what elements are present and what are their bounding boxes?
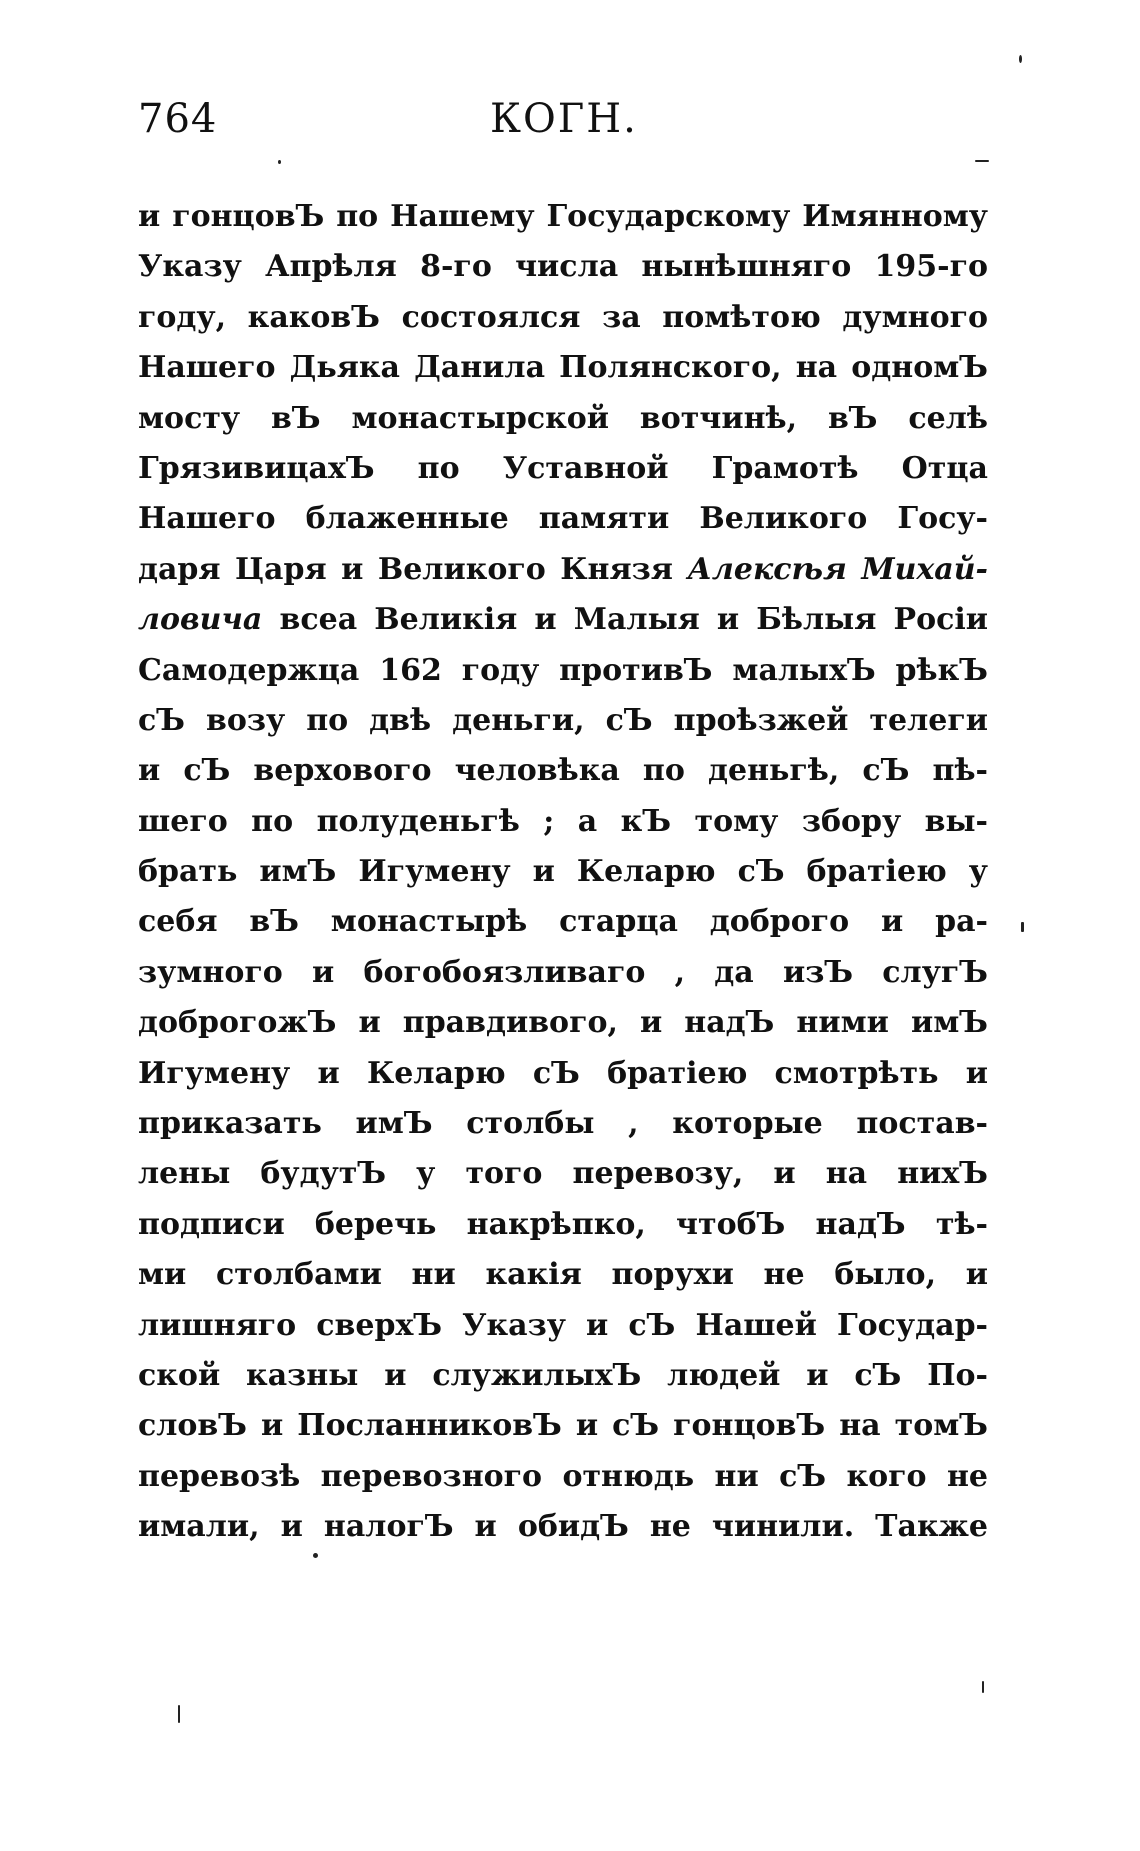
text-line: подписи беречь накрѣпко, чтобЪ надЪ тѣ- (138, 1206, 988, 1242)
text-line: Нашего Дьяка Данила Полянского, на одномЪ (138, 350, 988, 386)
text-line: перевозѣ перевозного отнюдь ни сЪ кого не (138, 1458, 988, 1494)
text-line: шего по полуденьгѣ ; а кЪ тому збору вы- (138, 803, 988, 839)
text-line: имали, и налогЪ и обидЪ не чинили. Также (138, 1509, 988, 1545)
running-head: КОГН. (490, 96, 638, 142)
text-segment: всеа Великія и Малыя и Бѣлыя Росіи (279, 602, 989, 638)
italic-name: Алексѣя Михай- (687, 551, 988, 587)
scan-speck (1019, 55, 1022, 63)
italic-name: ловича (138, 602, 263, 638)
text-line: ской казны и служилыхЪ людей и сЪ По- (138, 1357, 988, 1393)
text-line-with-italic (138, 545, 988, 595)
scan-speck (1021, 922, 1024, 932)
scan-speck (975, 160, 989, 162)
scan-speck (278, 160, 281, 164)
scan-speck (178, 1705, 180, 1723)
text-line: Игумену и Келарю сЪ братіею смотрѣть и (138, 1055, 988, 1091)
text-line: словЪ и ПосланниковЪ и сЪ гонцовЪ на томЪ (138, 1408, 988, 1444)
text-line-with-italic (138, 595, 988, 645)
scan-speck (313, 1553, 318, 1558)
text-line: лишняго сверхЪ Указу и сЪ Нашей Государ- (138, 1307, 988, 1343)
text-line: Нашего блаженные памяти Великого Госу- (138, 501, 988, 537)
text-segment: даря Царя и Великого Князя (138, 551, 673, 587)
text-line: Самодержца 162 году противЪ малыхЪ рѣкЪ (138, 652, 988, 688)
text-line: приказать имЪ столбы , которые постав- (138, 1106, 988, 1142)
page-number: 764 (138, 96, 218, 142)
text-line: зумного и богобоязливаго , да изЪ слугЪ (138, 954, 988, 990)
text-line: лены будутЪ у того перевозу, и на нихЪ (138, 1156, 988, 1192)
text-line: ми столбами ни какія порухи не было, и (138, 1257, 988, 1293)
page-header (138, 96, 988, 156)
text-line: году, каковЪ состоялся за помѣтою думного (138, 299, 988, 335)
scan-speck (982, 1681, 984, 1693)
text-line: мосту вЪ монастырской вотчинѣ, вЪ селѣ (138, 400, 988, 436)
text-line: ГрязивицахЪ по Уставной Грамотѣ Отца (138, 450, 988, 486)
body-text (138, 192, 988, 1553)
text-line: и сЪ верхового человѣка по деньгѣ, сЪ пѣ- (138, 753, 988, 789)
text-line: Указу Апрѣля 8-го числа нынѣшняго 195-го (138, 249, 988, 285)
text-line: себя вЪ монастырѣ старца доброго и ра- (138, 904, 988, 940)
text-line: и гонцовЪ по Нашему Государскому Имянному (138, 199, 988, 234)
text-line: брать имЪ Игумену и Келарю сЪ братіею у (138, 854, 988, 890)
text-line: доброгожЪ и правдивого, и надЪ ними имЪ (138, 1005, 988, 1041)
text-line: сЪ возу по двѣ деньги, сЪ проѣзжей телеги (138, 702, 988, 738)
